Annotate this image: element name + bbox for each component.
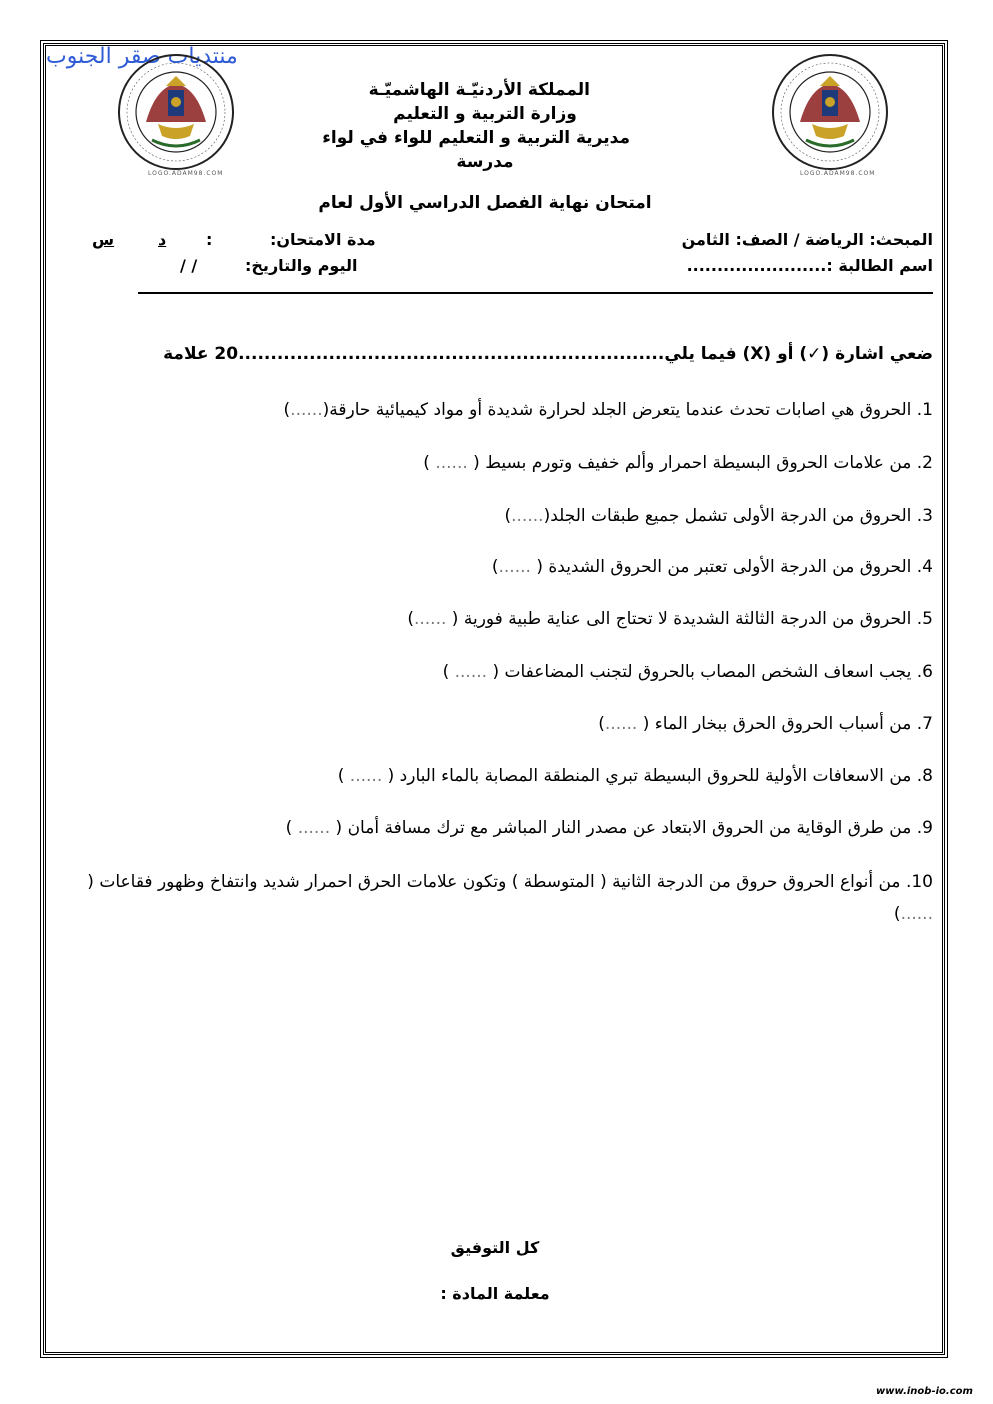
- question-number: 9.: [916, 818, 933, 838]
- watermark: منتديات صقر الجنوب: [46, 44, 238, 69]
- question-8: [338, 766, 933, 786]
- answer-blank[interactable]: ......: [290, 400, 323, 420]
- question-close: ): [893, 904, 901, 925]
- duration-hours: س: [92, 230, 115, 249]
- question-number: 8.: [916, 766, 933, 786]
- question-number: 2.: [916, 453, 933, 473]
- answer-blank[interactable]: ......: [413, 609, 447, 629]
- question-close: ): [442, 662, 455, 682]
- question-number: 7.: [916, 714, 933, 734]
- question-number: 1.: [916, 400, 933, 420]
- question-text: من الاسعافات الأولية للحروق البسيطة تبري المنطقة المصابة بالماء البارد (: [382, 766, 912, 786]
- question-text: من أسباب الحروق الحرق ببخار الماء (: [637, 714, 912, 734]
- question-number: 10.: [905, 872, 933, 892]
- jordan-ministry-seal-right: [770, 52, 890, 172]
- instruction: [153, 344, 933, 364]
- question-7: [598, 714, 933, 734]
- instruction-text: ضعي اشارة (✓) أو (X) فيما يلي: [664, 344, 933, 364]
- question-close: ): [407, 609, 414, 629]
- answer-blank[interactable]: ......: [349, 766, 383, 786]
- answer-blank[interactable]: ......: [511, 506, 544, 526]
- header-directorate: مديرية التربية و التعليم للواء في لواء: [322, 128, 630, 148]
- question-text: الحروق من الدرجة الأولى تشمل جميع طبقات الجلد(: [543, 506, 912, 526]
- header-school: مدرسة: [456, 152, 514, 172]
- question-close: ): [283, 400, 291, 420]
- question-text: الحروق من الدرجة الثالثة الشديدة لا تحتاج الى عناية طبية فورية (: [446, 609, 912, 629]
- answer-blank[interactable]: ......: [454, 662, 488, 682]
- question-close: ): [491, 557, 499, 577]
- student-name-field: اسم الطالبة :.......................: [686, 256, 933, 275]
- answer-blank[interactable]: ......: [435, 453, 468, 473]
- duration-colon: :: [206, 230, 213, 249]
- question-close: ): [423, 453, 436, 473]
- question-1: [284, 400, 933, 420]
- question-4: [492, 557, 933, 577]
- question-6: [443, 662, 933, 682]
- question-number: 3.: [916, 506, 933, 526]
- logo-caption-right: LOGO.ADAM98.COM: [800, 170, 876, 177]
- site-url: www.inob-io.com: [876, 1386, 973, 1397]
- header-divider: [138, 292, 933, 294]
- question-close: ): [337, 766, 350, 786]
- question-2: [423, 453, 933, 473]
- question-5: [407, 609, 933, 629]
- answer-blank[interactable]: ......: [604, 714, 638, 734]
- question-text: الحروق من الدرجة الأولى تعتبر من الحروق الشديدة (: [530, 557, 912, 577]
- question-text: الحروق هي اصابات تحدث عندما يتعرض الجلد لحرارة شديدة أو مواد كيميائية حارقة(: [322, 400, 912, 420]
- question-text: يجب اسعاف الشخص المصاب بالحروق لتجنب المضاعفات (: [487, 662, 912, 682]
- question-close: ): [598, 714, 605, 734]
- date-label: اليوم والتاريخ:: [245, 256, 358, 275]
- answer-blank[interactable]: ......: [498, 557, 531, 577]
- date-slashes: / /: [180, 256, 198, 275]
- question-10: [78, 866, 933, 931]
- instruction-marks: 20 علامة: [163, 344, 239, 364]
- answer-blank[interactable]: ......: [297, 818, 331, 838]
- jordan-ministry-seal-left: [116, 52, 236, 172]
- header-ministry: وزارة التربية و التعليم: [393, 104, 577, 124]
- header-kingdom: المملكة الأردنيّـة الهاشميّـة: [368, 80, 590, 100]
- answer-blank[interactable]: ......: [900, 904, 933, 925]
- subject-grade: المبحث: الرياضة / الصف: الثامن: [681, 230, 933, 249]
- question-number: 5.: [916, 609, 933, 629]
- question-text: من طرق الوقاية من الحروق الابتعاد عن مصدر النار المباشر مع ترك مسافة أمان (: [330, 818, 912, 838]
- instruction-dots: ..................................................................: [238, 344, 665, 364]
- logo-caption-left: LOGO.ADAM98.COM: [148, 170, 224, 177]
- duration-label: مدة الامتحان:: [270, 230, 376, 249]
- duration-minutes: د: [158, 230, 167, 249]
- question-text: من علامات الحروق البسيطة احمرار وألم خفيف وتورم بسيط (: [467, 453, 912, 473]
- question-text: من أنواع الحروق حروق من الدرجة الثانية ( المتوسطة ) وتكون علامات الحرق احمرار شديد وانتفاخ وظهور فقاعات (: [87, 872, 901, 892]
- question-close: ): [285, 818, 298, 838]
- question-number: 6.: [916, 662, 933, 682]
- question-number: 4.: [916, 557, 933, 577]
- question-3: [504, 506, 933, 526]
- question-close: ): [504, 506, 512, 526]
- question-9: [286, 818, 933, 838]
- exam-title: امتحان نهاية الفصل الدراسي الأول لعام: [318, 193, 652, 213]
- good-luck: كل التوفيق: [450, 1238, 540, 1257]
- teacher-signature-label: معلمة المادة :: [440, 1284, 550, 1303]
